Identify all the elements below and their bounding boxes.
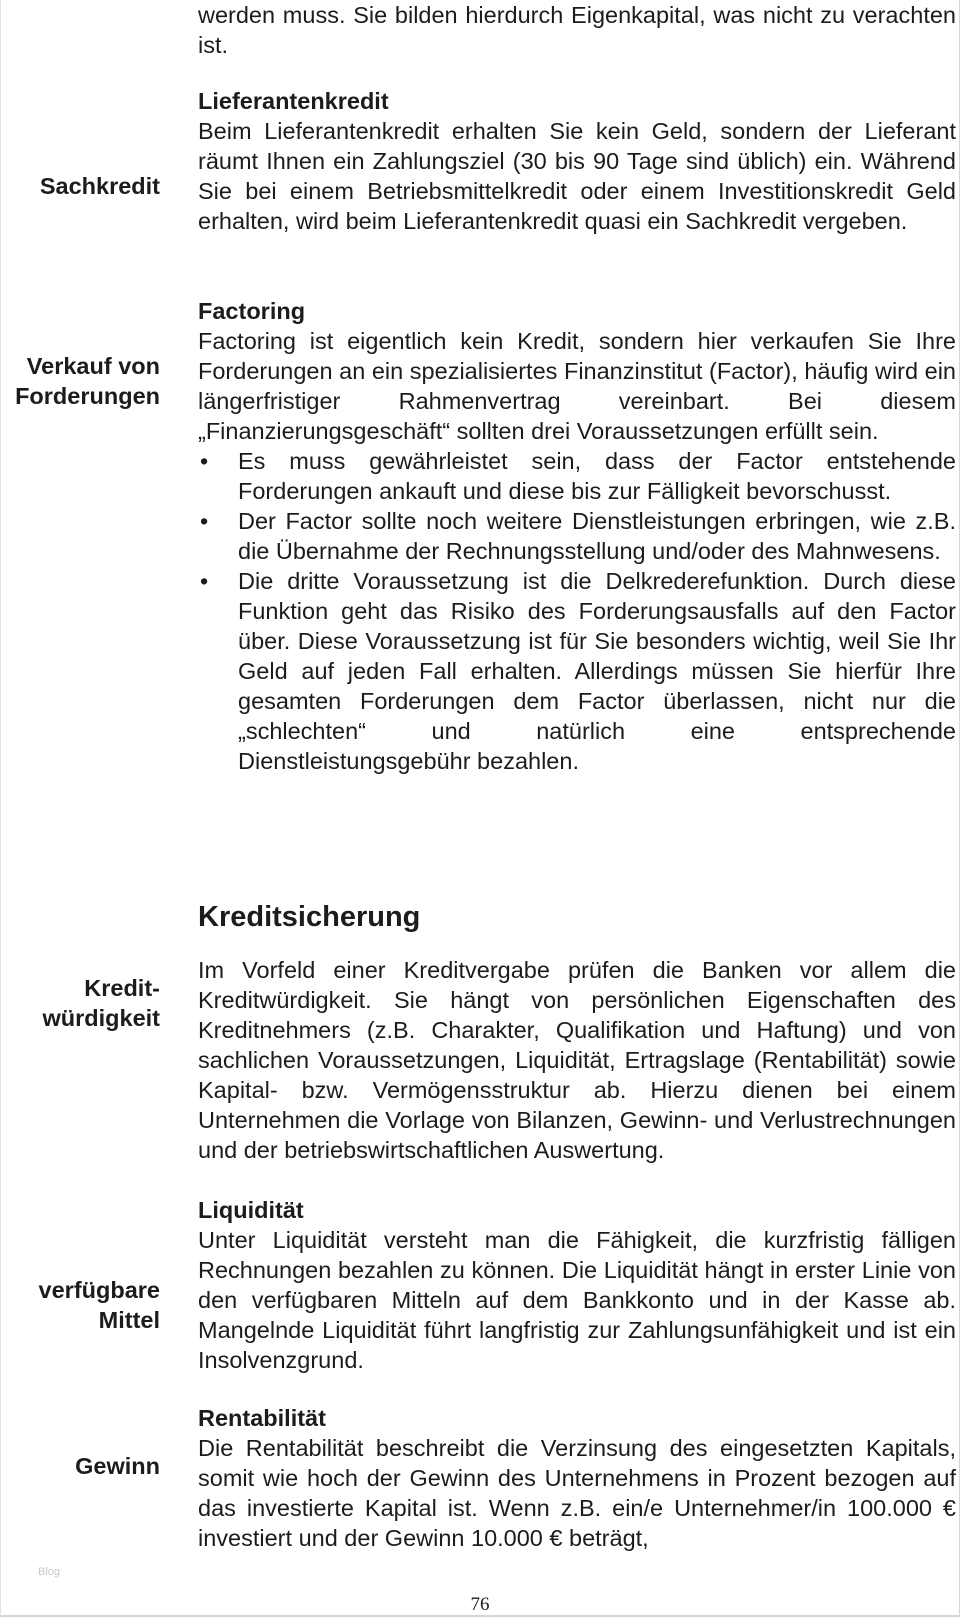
margin-note-line: Forderungen [15,383,160,409]
rentabilitaet-heading: Rentabilität [198,1405,326,1431]
page-number: 76 [470,1594,490,1615]
liquiditaet-paragraph: Unter Liquidität versteht man die Fähigkeit, die kurzfristig fälligen Rechnungen bezahlen zu können. Die Liquidität hängt in erster Linie von den verfügbaren Mitteln auf dem Bankkonto und in der Kasse ab. Mangelnde Liquidität führt langfristig zur Zahlungsunfähigkeit und ist ein Insolvenzgrund. [198,1227,956,1373]
liquiditaet-heading: Liquidität [198,1197,304,1223]
margin-note-line: Mittel [98,1307,160,1333]
margin-note-line: Kredit- [84,975,160,1001]
list-item-text: Es muss gewährleistet sein, dass der Factor entstehende Forderungen ankauft und diese bis zur Fälligkeit bevorschusst. [238,448,956,504]
list-item-text: Die dritte Voraussetzung ist die Delkrederefunktion. Durch diese Funktion geht das Risiko des Forderungsausfalls auf den Factor über. Diese Voraussetzung ist für Sie besonders wichtig, weil Sie Ihr Geld auf jeden Fall erhalten. Allerdings müssen Sie hierfür Ihre gesamten Forderungen dem Factor überlassen, nicht nur die „schlechten“ und natürlich eine entsprechende Dienstleistungsgebühr bezahlen. [238,568,956,774]
margin-note-line: würdigkeit [42,1005,160,1031]
factoring-paragraph: Factoring ist eigentlich kein Kredit, sondern hier verkaufen Sie Ihre Forderungen an ein spezialisiertes Finanzinstitut (Factor), häufig wird ein längerfristiger Rahmenvertrag vereinbart. Bei diesem „Finanzierungsgeschäft“ sollten drei Voraussetzungen erfüllt sein. [198,328,956,444]
list-item-text: Der Factor sollte noch weitere Dienstleistungen erbringen, wie z.B. die Übernahme der Rechnungsstellung und/oder des Mahnwesens. [238,508,956,564]
rentabilitaet-paragraph: Die Rentabilität beschreibt die Verzinsung des eingesetzten Kapitals, somit wie hoch der Gewinn des Unternehmens in Prozent bezogen auf das investierte Kapital ist. Wenn z.B. ein/e Unternehmer/in 100.000 € investiert und der Gewinn 10.000 € beträgt, [198,1435,956,1551]
lieferantenkredit-heading: Lieferantenkredit [198,88,389,114]
kreditsicherung-paragraph: Im Vorfeld einer Kreditvergabe prüfen die Banken vor allem die Kreditwürdigkeit. Sie hängt von persönlichen Eigenschaften des Kreditnehmers (z.B. Charakter, Qualifikation und Haftung) und von sachlichen Voraussetzungen, Liquidität, Ertragslage (Rentabilität) sowie Kapital- bzw. Vermögensstruktur ab. Hierzu dienen bei einem Unternehmen die Vorlage von Bilanzen, Gewinn- und Verlustrechnungen und der betriebswirtschaftlichen Auswertung. [198,957,956,1163]
factoring-heading: Factoring [198,298,306,324]
bullet-icon: • [200,568,209,594]
kreditsicherung-title: Kreditsicherung [198,901,421,933]
margin-note-verkauf-von-forderungen [15,351,160,411]
bullet-icon: • [200,508,209,534]
margin-note-line: verfügbare [38,1277,160,1303]
list-item [198,506,956,566]
margin-note-line: Verkauf von [26,353,160,379]
watermark-text: Blog [38,1566,61,1578]
margin-note-sachkredit: Sachkredit [39,173,160,199]
bullet-icon: • [200,448,209,474]
list-item [198,446,956,506]
list-item [198,566,956,776]
margin-note-kreditwuerdigkeit [42,973,160,1033]
margin-note-gewinn: Gewinn [75,1453,160,1479]
lieferantenkredit-paragraph: Beim Lieferantenkredit erhalten Sie kein Geld, sondern der Lieferant räumt Ihnen ein Zahlungsziel (30 bis 90 Tage sind üblich) ein. Während Sie bei einem Betriebsmittelkredit oder einem Investitionskredit Geld erhalten, wird beim Lieferantenkredit quasi ein Sachkredit vergeben. [198,118,956,234]
intro-paragraph: werden muss. Sie bilden hierdurch Eigenkapital, was nicht zu verachten ist. [198,2,956,58]
margin-note-verfuegbare-mittel [39,1275,160,1335]
factoring-requirements-list [198,446,956,776]
